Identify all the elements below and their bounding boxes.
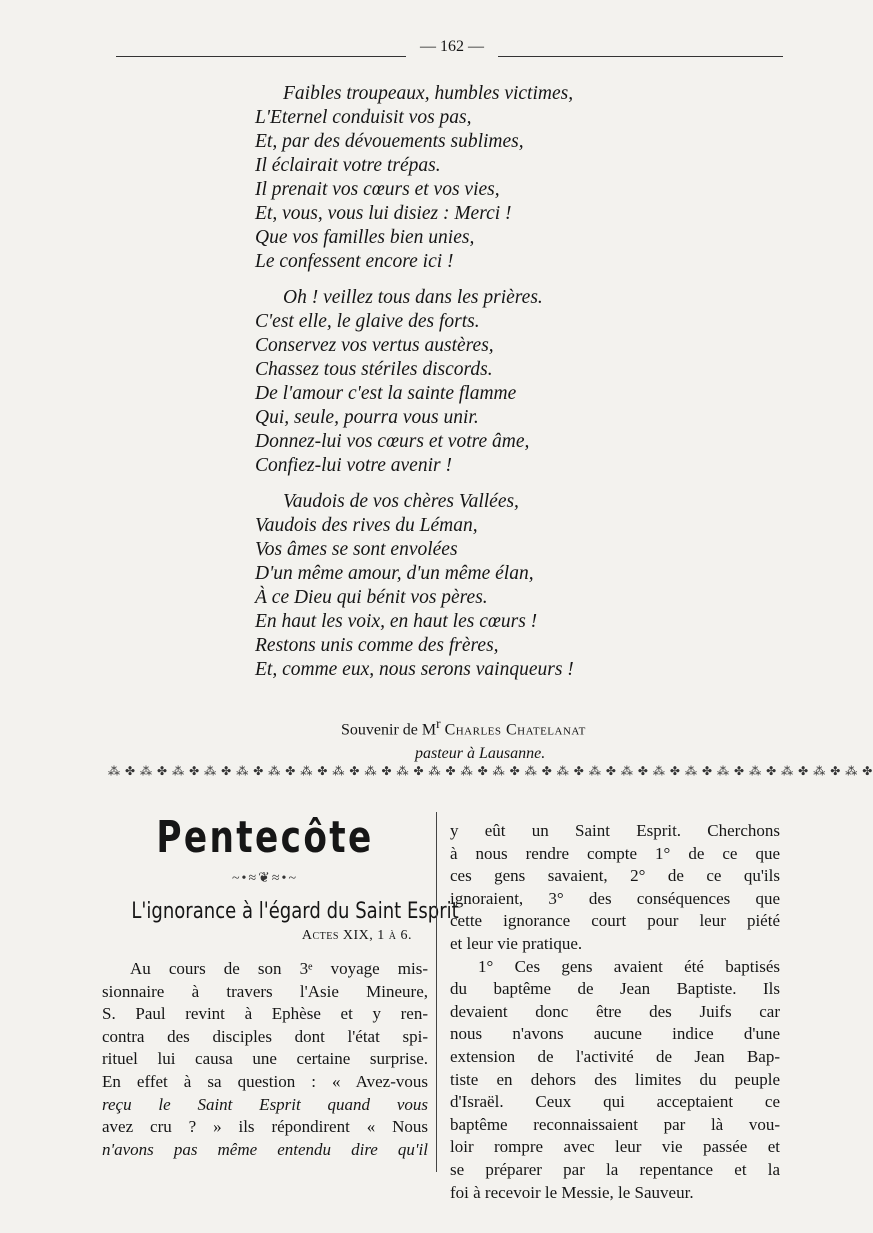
poem-line: Vaudois des rives du Léman, (255, 515, 478, 536)
poem (255, 82, 695, 694)
poem-line: C'est elle, le glaive des forts. (255, 311, 480, 332)
body-line: extension de l'activité de Jean Bap- (450, 1046, 780, 1066)
ornamental-divider: ⁂ ✤ ⁂ ✤ ⁂ ✤ ⁂ ✤ ⁂ ✤ ⁂ ✤ ⁂ ✤ ⁂ ✤ ⁂ ✤ ⁂ ✤ ⁂ ✤ ⁂ ✤ ⁂ ✤ ⁂ ✤ ⁂ ✤ ⁂ ✤ ⁂ ✤ ⁂ ✤ ⁂ ✤ ⁂ ✤ ⁂ ✤ ⁂ ✤ ⁂ ✤ ⁂ ✤ (108, 764, 873, 778)
poem-line: Oh ! veillez tous dans les prières. (283, 287, 543, 308)
article-body-left (102, 958, 428, 1161)
body-line: devaient donc être des Juifs car (450, 1001, 780, 1021)
poem-signature (255, 712, 695, 766)
body-line: ignoraient, 3° des conséquences que (450, 888, 780, 908)
body-line: et leur vie pratique. (450, 933, 583, 953)
body-line: En effet à sa question : « Avez-vous (102, 1071, 428, 1091)
poem-line: Donnez-lui vos cœurs et votre âme, (255, 431, 530, 452)
article-subtitle: L'ignorance à l'égard du Saint Esprit (131, 899, 459, 924)
column-divider (436, 812, 437, 1172)
poem-line: Vaudois de vos chères Vallées, (283, 491, 519, 512)
poem-line: En haut les voix, en haut les cœurs ! (255, 611, 538, 632)
poem-stanza-1 (255, 82, 695, 274)
poem-line: Faibles troupeaux, humbles victimes, (283, 83, 574, 104)
body-line: du baptême de Jean Baptiste. Ils (450, 979, 780, 999)
signature-role-line: pasteur à Lausanne. (415, 745, 546, 763)
poem-line: Il éclairait votre trépas. (255, 155, 441, 176)
body-line: loir rompre avec leur vie passée et (450, 1137, 780, 1157)
poem-line: Et, vous, vous lui disiez : Merci ! (255, 203, 512, 224)
body-line: S. Paul revint à Ephèse et y ren- (102, 1004, 428, 1024)
body-line: contra des disciples dont l'état spi- (102, 1026, 428, 1046)
header-rule-left (116, 56, 406, 57)
body-line: baptême reconnaissaient par là vou- (450, 1114, 780, 1134)
body-line: Au cours de son 3ᵉ voyage mis- (130, 959, 428, 978)
poem-line: Le confessent encore ici ! (255, 251, 454, 272)
poem-line: Restons unis comme des frères, (255, 635, 499, 656)
poem-line: Chassez tous stériles discords. (255, 359, 493, 380)
poem-line: Vos âmes se sont envolées (255, 539, 458, 560)
body-line: reçu le Saint Esprit quand vous (102, 1094, 428, 1114)
scripture-reference: Actes XIX, 1 à 6. (301, 928, 412, 943)
poem-line: Conservez vos vertus austères, (255, 335, 494, 356)
body-line: se préparer par la repentance et la (450, 1159, 780, 1179)
article-title: Pentecôte (156, 812, 374, 863)
signature-prefix: Souvenir de M (341, 721, 437, 739)
poem-line: D'un même amour, d'un même élan, (255, 563, 534, 584)
body-line: sionnaire à travers l'Asie Mineure, (102, 981, 428, 1001)
body-line: rituel lui causa une certaine surprise. (102, 1049, 428, 1069)
signature-title-sup: r (436, 716, 441, 731)
title-flourish-ornament: ~•≈❦≈•~ (231, 871, 299, 886)
poem-stanza-3 (255, 490, 695, 682)
poem-line: Et, comme eux, nous serons vainqueurs ! (255, 659, 574, 680)
body-line: d'Israël. Ceux qui acceptaient ce (450, 1092, 780, 1112)
article-right-column (450, 820, 780, 1204)
body-line: nous n'avons aucune indice d'une (450, 1024, 780, 1044)
poem-line: Et, par des dévouements sublimes, (255, 131, 524, 152)
body-line: avez cru ? » ils répondirent « Nous (102, 1117, 428, 1137)
poem-line: Il prenait vos cœurs et vos vies, (255, 179, 500, 200)
signature-author-name: Charles Chatelanat (444, 721, 586, 739)
poem-stanza-2 (255, 286, 695, 478)
poem-line: De l'amour c'est la sainte flamme (255, 383, 517, 404)
poem-line: Confiez-lui votre avenir ! (255, 455, 452, 476)
body-line: tiste en dehors des limites du peuple (450, 1069, 780, 1089)
body-line: à nous rendre compte 1° de ce que (450, 843, 780, 863)
signature-author-line (255, 712, 695, 742)
page-number: — 162 — (420, 38, 484, 55)
article-body-right (450, 820, 780, 1204)
body-line: foi à recevoir le Messie, le Sauveur. (450, 1182, 694, 1202)
header-rule-right (498, 56, 783, 57)
poem-line: À ce Dieu qui bénit vos pères. (255, 587, 488, 608)
body-line: cette ignorance court pour leur piété (450, 911, 780, 931)
body-line: n'avons pas même entendu dire qu'il (102, 1139, 428, 1159)
article-left-column (102, 792, 459, 1161)
poem-line: Qui, seule, pourra vous unir. (255, 407, 479, 428)
poem-line: Que vos familles bien unies, (255, 227, 475, 248)
body-line: y eût un Saint Esprit. Cherchons (450, 821, 780, 840)
body-line: 1° Ces gens avaient été baptisés (478, 956, 780, 976)
body-line: ces gens savaient, 2° de ce qu'ils (450, 866, 780, 886)
poem-line: L'Eternel conduisit vos pas, (255, 107, 472, 128)
